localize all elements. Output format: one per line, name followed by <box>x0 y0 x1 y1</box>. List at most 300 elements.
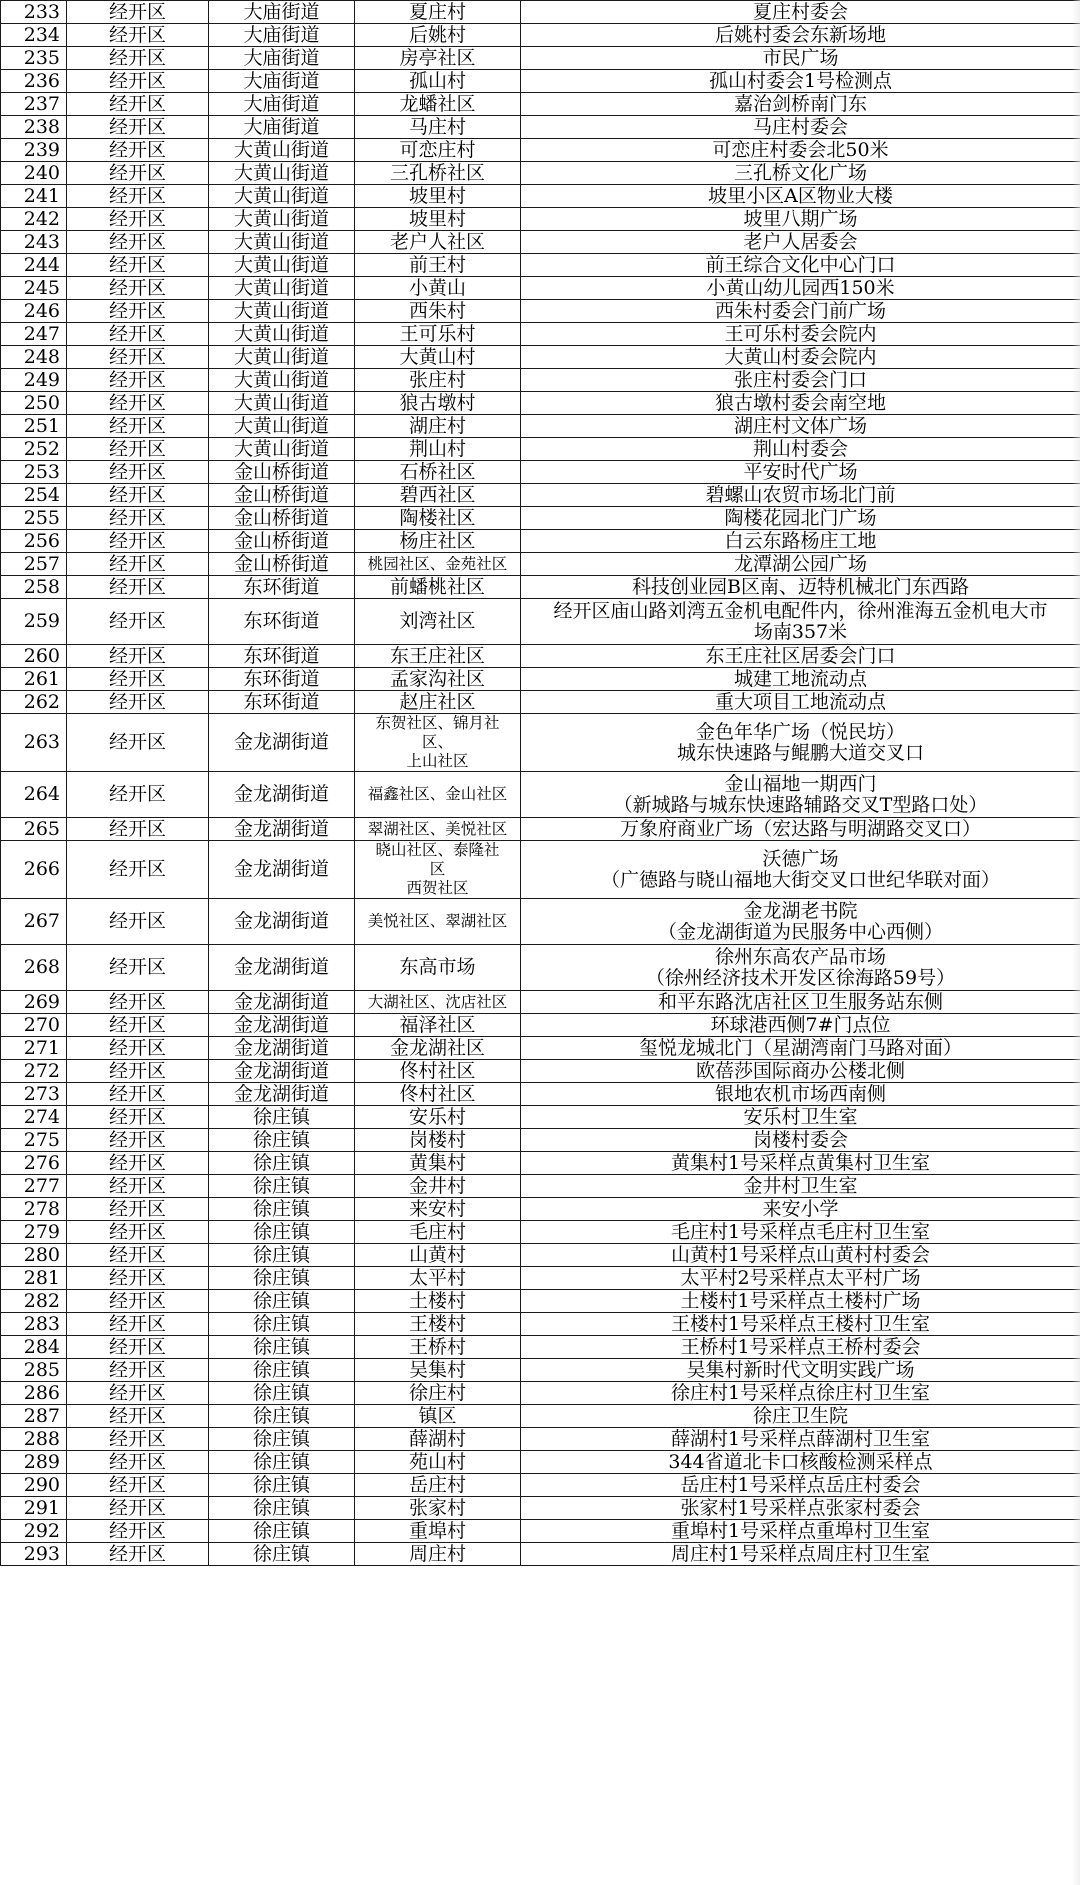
street-cell[interactable]: 徐庄镇 <box>209 1497 355 1520</box>
row-number-cell[interactable]: 268 <box>1 945 67 991</box>
district-cell[interactable]: 经开区 <box>67 1037 209 1060</box>
village-cell[interactable]: 老户人社区 <box>355 231 521 254</box>
row-number-cell[interactable]: 289 <box>1 1451 67 1474</box>
village-cell[interactable]: 陶楼社区 <box>355 507 521 530</box>
sampling-location-cell[interactable]: 王楼村1号采样点王楼村卫生室 <box>521 1313 1080 1336</box>
district-cell[interactable]: 经开区 <box>67 24 209 47</box>
sampling-location-cell[interactable]: 马庄村委会 <box>521 116 1080 139</box>
village-cell[interactable]: 房亭社区 <box>355 47 521 70</box>
sampling-location-cell[interactable]: 三孔桥文化广场 <box>521 162 1080 185</box>
district-cell[interactable]: 经开区 <box>67 392 209 415</box>
village-cell[interactable]: 毛庄村 <box>355 1221 521 1244</box>
row-number-cell[interactable]: 276 <box>1 1152 67 1175</box>
row-number-cell[interactable]: 254 <box>1 484 67 507</box>
street-cell[interactable]: 金山桥街道 <box>209 530 355 553</box>
village-cell[interactable]: 苑山村 <box>355 1451 521 1474</box>
row-number-cell[interactable]: 277 <box>1 1175 67 1198</box>
district-cell[interactable]: 经开区 <box>67 139 209 162</box>
village-cell[interactable]: 金龙湖社区 <box>355 1037 521 1060</box>
sampling-location-cell[interactable]: 张家村1号采样点张家村委会 <box>521 1497 1080 1520</box>
village-cell[interactable]: 碧西社区 <box>355 484 521 507</box>
row-number-cell[interactable]: 258 <box>1 576 67 599</box>
row-number-cell[interactable]: 234 <box>1 24 67 47</box>
street-cell[interactable]: 大庙街道 <box>209 47 355 70</box>
row-number-cell[interactable]: 282 <box>1 1290 67 1313</box>
row-number-cell[interactable]: 265 <box>1 818 67 841</box>
row-number-cell[interactable]: 239 <box>1 139 67 162</box>
sampling-location-cell[interactable]: 金井村卫生室 <box>521 1175 1080 1198</box>
district-cell[interactable]: 经开区 <box>67 1 209 24</box>
street-cell[interactable]: 金龙湖街道 <box>209 714 355 772</box>
sampling-location-cell[interactable]: 徐州东高农产品市场 （徐州经济技术开发区徐海路59号） <box>521 945 1080 991</box>
row-number-cell[interactable]: 233 <box>1 1 67 24</box>
street-cell[interactable]: 徐庄镇 <box>209 1451 355 1474</box>
row-number-cell[interactable]: 264 <box>1 772 67 818</box>
village-cell[interactable]: 薛湖村 <box>355 1428 521 1451</box>
sampling-location-cell[interactable]: 荆山村委会 <box>521 438 1080 461</box>
district-cell[interactable]: 经开区 <box>67 1359 209 1382</box>
sampling-location-cell[interactable]: 碧螺山农贸市场北门前 <box>521 484 1080 507</box>
row-number-cell[interactable]: 290 <box>1 1474 67 1497</box>
village-cell[interactable]: 小黄山 <box>355 277 521 300</box>
street-cell[interactable]: 金龙湖街道 <box>209 1014 355 1037</box>
district-cell[interactable]: 经开区 <box>67 1474 209 1497</box>
street-cell[interactable]: 大黄山街道 <box>209 415 355 438</box>
district-cell[interactable]: 经开区 <box>67 300 209 323</box>
village-cell[interactable]: 岳庄村 <box>355 1474 521 1497</box>
sampling-location-cell[interactable]: 周庄村1号采样点周庄村卫生室 <box>521 1543 1080 1566</box>
row-number-cell[interactable]: 235 <box>1 47 67 70</box>
street-cell[interactable]: 东环街道 <box>209 668 355 691</box>
street-cell[interactable]: 东环街道 <box>209 645 355 668</box>
row-number-cell[interactable]: 284 <box>1 1336 67 1359</box>
sampling-location-cell[interactable]: 重大项目工地流动点 <box>521 691 1080 714</box>
street-cell[interactable]: 徐庄镇 <box>209 1543 355 1566</box>
district-cell[interactable]: 经开区 <box>67 1014 209 1037</box>
sampling-location-cell[interactable]: 湖庄村文体广场 <box>521 415 1080 438</box>
village-cell[interactable]: 坡里村 <box>355 208 521 231</box>
sampling-location-cell[interactable]: 前王综合文化中心门口 <box>521 254 1080 277</box>
sampling-location-cell[interactable]: 大黄山村委会院内 <box>521 346 1080 369</box>
sampling-location-cell[interactable]: 万象府商业广场（宏达路与明湖路交叉口） <box>521 818 1080 841</box>
sampling-location-cell[interactable]: 薛湖村1号采样点薛湖村卫生室 <box>521 1428 1080 1451</box>
street-cell[interactable]: 徐庄镇 <box>209 1129 355 1152</box>
sampling-location-cell[interactable]: 安乐村卫生室 <box>521 1106 1080 1129</box>
village-cell[interactable]: 桃园社区、金苑社区 <box>355 553 521 576</box>
district-cell[interactable]: 经开区 <box>67 1221 209 1244</box>
village-cell[interactable]: 东王庄社区 <box>355 645 521 668</box>
street-cell[interactable]: 大庙街道 <box>209 93 355 116</box>
sampling-location-cell[interactable]: 坡里八期广场 <box>521 208 1080 231</box>
sampling-location-cell[interactable]: 玺悦龙城北门（星湖湾南门马路对面） <box>521 1037 1080 1060</box>
village-cell[interactable]: 佟村社区 <box>355 1060 521 1083</box>
sampling-location-cell[interactable]: 来安小学 <box>521 1198 1080 1221</box>
village-cell[interactable]: 晓山社区、泰隆社 区 西贺社区 <box>355 841 521 899</box>
street-cell[interactable]: 大黄山街道 <box>209 346 355 369</box>
row-number-cell[interactable]: 270 <box>1 1014 67 1037</box>
row-number-cell[interactable]: 236 <box>1 70 67 93</box>
district-cell[interactable]: 经开区 <box>67 415 209 438</box>
row-number-cell[interactable]: 271 <box>1 1037 67 1060</box>
sampling-location-cell[interactable]: 市民广场 <box>521 47 1080 70</box>
row-number-cell[interactable]: 288 <box>1 1428 67 1451</box>
village-cell[interactable]: 吴集村 <box>355 1359 521 1382</box>
street-cell[interactable]: 徐庄镇 <box>209 1382 355 1405</box>
street-cell[interactable]: 金山桥街道 <box>209 461 355 484</box>
sampling-location-cell[interactable]: 毛庄村1号采样点毛庄村卫生室 <box>521 1221 1080 1244</box>
village-cell[interactable]: 岗楼村 <box>355 1129 521 1152</box>
row-number-cell[interactable]: 240 <box>1 162 67 185</box>
village-cell[interactable]: 湖庄村 <box>355 415 521 438</box>
district-cell[interactable]: 经开区 <box>67 668 209 691</box>
street-cell[interactable]: 徐庄镇 <box>209 1520 355 1543</box>
sampling-location-cell[interactable]: 土楼村1号采样点土楼村广场 <box>521 1290 1080 1313</box>
district-cell[interactable]: 经开区 <box>67 185 209 208</box>
district-cell[interactable]: 经开区 <box>67 599 209 645</box>
street-cell[interactable]: 大庙街道 <box>209 24 355 47</box>
sampling-location-cell[interactable]: 银地农机市场西南侧 <box>521 1083 1080 1106</box>
street-cell[interactable]: 大黄山街道 <box>209 300 355 323</box>
district-cell[interactable]: 经开区 <box>67 1543 209 1566</box>
village-cell[interactable]: 张庄村 <box>355 369 521 392</box>
district-cell[interactable]: 经开区 <box>67 323 209 346</box>
row-number-cell[interactable]: 245 <box>1 277 67 300</box>
district-cell[interactable]: 经开区 <box>67 116 209 139</box>
sampling-location-cell[interactable]: 吴集村新时代文明实践广场 <box>521 1359 1080 1382</box>
district-cell[interactable]: 经开区 <box>67 1175 209 1198</box>
village-cell[interactable]: 周庄村 <box>355 1543 521 1566</box>
sampling-location-cell[interactable]: 陶楼花园北门广场 <box>521 507 1080 530</box>
sampling-location-cell[interactable]: 后姚村委会东新场地 <box>521 24 1080 47</box>
district-cell[interactable]: 经开区 <box>67 714 209 772</box>
district-cell[interactable]: 经开区 <box>67 1382 209 1405</box>
village-cell[interactable]: 徐庄村 <box>355 1382 521 1405</box>
row-number-cell[interactable]: 279 <box>1 1221 67 1244</box>
district-cell[interactable]: 经开区 <box>67 1152 209 1175</box>
village-cell[interactable]: 前王村 <box>355 254 521 277</box>
street-cell[interactable]: 大黄山街道 <box>209 277 355 300</box>
sampling-location-cell[interactable]: 张庄村委会门口 <box>521 369 1080 392</box>
district-cell[interactable]: 经开区 <box>67 1198 209 1221</box>
village-cell[interactable]: 安乐村 <box>355 1106 521 1129</box>
row-number-cell[interactable]: 256 <box>1 530 67 553</box>
district-cell[interactable]: 经开区 <box>67 991 209 1014</box>
sampling-location-cell[interactable]: 重埠村1号采样点重埠村卫生室 <box>521 1520 1080 1543</box>
street-cell[interactable]: 金龙湖街道 <box>209 818 355 841</box>
street-cell[interactable]: 大黄山街道 <box>209 369 355 392</box>
sampling-location-cell[interactable]: 东王庄社区居委会门口 <box>521 645 1080 668</box>
row-number-cell[interactable]: 263 <box>1 714 67 772</box>
row-number-cell[interactable]: 261 <box>1 668 67 691</box>
row-number-cell[interactable]: 269 <box>1 991 67 1014</box>
district-cell[interactable]: 经开区 <box>67 346 209 369</box>
street-cell[interactable]: 金龙湖街道 <box>209 899 355 945</box>
village-cell[interactable]: 佟村社区 <box>355 1083 521 1106</box>
sampling-location-cell[interactable]: 金色年华广场（悦民坊） 城东快速路与鲲鹏大道交叉口 <box>521 714 1080 772</box>
street-cell[interactable]: 金龙湖街道 <box>209 1060 355 1083</box>
street-cell[interactable]: 大黄山街道 <box>209 323 355 346</box>
row-number-cell[interactable]: 260 <box>1 645 67 668</box>
sampling-location-cell[interactable]: 岗楼村委会 <box>521 1129 1080 1152</box>
row-number-cell[interactable]: 246 <box>1 300 67 323</box>
street-cell[interactable]: 大黄山街道 <box>209 438 355 461</box>
district-cell[interactable]: 经开区 <box>67 841 209 899</box>
district-cell[interactable]: 经开区 <box>67 1106 209 1129</box>
sampling-location-cell[interactable]: 夏庄村委会 <box>521 1 1080 24</box>
row-number-cell[interactable]: 281 <box>1 1267 67 1290</box>
row-number-cell[interactable]: 267 <box>1 899 67 945</box>
street-cell[interactable]: 徐庄镇 <box>209 1244 355 1267</box>
sampling-location-cell[interactable]: 金山福地一期西门 （新城路与城东快速路辅路交叉T型路口处） <box>521 772 1080 818</box>
district-cell[interactable]: 经开区 <box>67 47 209 70</box>
street-cell[interactable]: 金龙湖街道 <box>209 1083 355 1106</box>
sampling-location-cell[interactable]: 经开区庙山路刘湾五金机电配件内，徐州淮海五金机电大市 场南357米 <box>521 599 1080 645</box>
district-cell[interactable]: 经开区 <box>67 576 209 599</box>
street-cell[interactable]: 大黄山街道 <box>209 231 355 254</box>
row-number-cell[interactable]: 259 <box>1 599 67 645</box>
row-number-cell[interactable]: 275 <box>1 1129 67 1152</box>
village-cell[interactable]: 王楼村 <box>355 1313 521 1336</box>
district-cell[interactable]: 经开区 <box>67 1290 209 1313</box>
sampling-location-cell[interactable]: 龙潭湖公园广场 <box>521 553 1080 576</box>
street-cell[interactable]: 东环街道 <box>209 599 355 645</box>
sampling-location-cell[interactable]: 王可乐村委会院内 <box>521 323 1080 346</box>
village-cell[interactable]: 张家村 <box>355 1497 521 1520</box>
row-number-cell[interactable]: 238 <box>1 116 67 139</box>
district-cell[interactable]: 经开区 <box>67 93 209 116</box>
village-cell[interactable]: 孤山村 <box>355 70 521 93</box>
row-number-cell[interactable]: 241 <box>1 185 67 208</box>
village-cell[interactable]: 狼古墩村 <box>355 392 521 415</box>
street-cell[interactable]: 徐庄镇 <box>209 1359 355 1382</box>
district-cell[interactable]: 经开区 <box>67 1129 209 1152</box>
street-cell[interactable]: 东环街道 <box>209 691 355 714</box>
village-cell[interactable]: 龙蟠社区 <box>355 93 521 116</box>
village-cell[interactable]: 孟家沟社区 <box>355 668 521 691</box>
row-number-cell[interactable]: 252 <box>1 438 67 461</box>
row-number-cell[interactable]: 273 <box>1 1083 67 1106</box>
street-cell[interactable]: 徐庄镇 <box>209 1313 355 1336</box>
sampling-location-cell[interactable]: 狼古墩村委会南空地 <box>521 392 1080 415</box>
sampling-location-cell[interactable]: 徐庄卫生院 <box>521 1405 1080 1428</box>
row-number-cell[interactable]: 247 <box>1 323 67 346</box>
street-cell[interactable]: 大黄山街道 <box>209 254 355 277</box>
district-cell[interactable]: 经开区 <box>67 438 209 461</box>
sampling-location-cell[interactable]: 科技创业园B区南、迈特机械北门东西路 <box>521 576 1080 599</box>
row-number-cell[interactable]: 272 <box>1 1060 67 1083</box>
street-cell[interactable]: 金山桥街道 <box>209 484 355 507</box>
village-cell[interactable]: 土楼村 <box>355 1290 521 1313</box>
sampling-location-cell[interactable]: 太平村2号采样点太平村广场 <box>521 1267 1080 1290</box>
district-cell[interactable]: 经开区 <box>67 691 209 714</box>
row-number-cell[interactable]: 243 <box>1 231 67 254</box>
street-cell[interactable]: 金龙湖街道 <box>209 991 355 1014</box>
district-cell[interactable]: 经开区 <box>67 507 209 530</box>
sampling-location-cell[interactable]: 山黄村1号采样点山黄村村委会 <box>521 1244 1080 1267</box>
street-cell[interactable]: 东环街道 <box>209 576 355 599</box>
village-cell[interactable]: 大湖社区、沈店社区 <box>355 991 521 1014</box>
street-cell[interactable]: 大庙街道 <box>209 116 355 139</box>
street-cell[interactable]: 金山桥街道 <box>209 553 355 576</box>
row-number-cell[interactable]: 266 <box>1 841 67 899</box>
row-number-cell[interactable]: 278 <box>1 1198 67 1221</box>
village-cell[interactable]: 太平村 <box>355 1267 521 1290</box>
row-number-cell[interactable]: 237 <box>1 93 67 116</box>
sampling-location-cell[interactable]: 老户人居委会 <box>521 231 1080 254</box>
sampling-location-cell[interactable]: 平安时代广场 <box>521 461 1080 484</box>
street-cell[interactable]: 大庙街道 <box>209 1 355 24</box>
street-cell[interactable]: 金山桥街道 <box>209 507 355 530</box>
village-cell[interactable]: 黄集村 <box>355 1152 521 1175</box>
sampling-location-cell[interactable]: 和平东路沈店社区卫生服务站东侧 <box>521 991 1080 1014</box>
district-cell[interactable]: 经开区 <box>67 818 209 841</box>
district-cell[interactable]: 经开区 <box>67 254 209 277</box>
sampling-location-cell[interactable]: 岳庄村1号采样点岳庄村委会 <box>521 1474 1080 1497</box>
street-cell[interactable]: 大黄山街道 <box>209 139 355 162</box>
row-number-cell[interactable]: 293 <box>1 1543 67 1566</box>
street-cell[interactable]: 徐庄镇 <box>209 1474 355 1497</box>
row-number-cell[interactable]: 251 <box>1 415 67 438</box>
street-cell[interactable]: 金龙湖街道 <box>209 841 355 899</box>
street-cell[interactable]: 徐庄镇 <box>209 1198 355 1221</box>
street-cell[interactable]: 大黄山街道 <box>209 162 355 185</box>
village-cell[interactable]: 美悦社区、翠湖社区 <box>355 899 521 945</box>
district-cell[interactable]: 经开区 <box>67 484 209 507</box>
row-number-cell[interactable]: 242 <box>1 208 67 231</box>
village-cell[interactable]: 金井村 <box>355 1175 521 1198</box>
street-cell[interactable]: 徐庄镇 <box>209 1405 355 1428</box>
village-cell[interactable]: 山黄村 <box>355 1244 521 1267</box>
row-number-cell[interactable]: 291 <box>1 1497 67 1520</box>
district-cell[interactable]: 经开区 <box>67 1497 209 1520</box>
district-cell[interactable]: 经开区 <box>67 1520 209 1543</box>
row-number-cell[interactable]: 257 <box>1 553 67 576</box>
district-cell[interactable]: 经开区 <box>67 1336 209 1359</box>
village-cell[interactable]: 前蟠桃社区 <box>355 576 521 599</box>
village-cell[interactable]: 坡里村 <box>355 185 521 208</box>
street-cell[interactable]: 徐庄镇 <box>209 1336 355 1359</box>
street-cell[interactable]: 徐庄镇 <box>209 1290 355 1313</box>
district-cell[interactable]: 经开区 <box>67 1313 209 1336</box>
village-cell[interactable]: 三孔桥社区 <box>355 162 521 185</box>
street-cell[interactable]: 大庙街道 <box>209 70 355 93</box>
village-cell[interactable]: 荆山村 <box>355 438 521 461</box>
district-cell[interactable]: 经开区 <box>67 208 209 231</box>
sampling-location-cell[interactable]: 环球港西侧7#门点位 <box>521 1014 1080 1037</box>
village-cell[interactable]: 刘湾社区 <box>355 599 521 645</box>
village-cell[interactable]: 镇区 <box>355 1405 521 1428</box>
district-cell[interactable]: 经开区 <box>67 70 209 93</box>
village-cell[interactable]: 翠湖社区、美悦社区 <box>355 818 521 841</box>
district-cell[interactable]: 经开区 <box>67 530 209 553</box>
village-cell[interactable]: 福鑫社区、金山社区 <box>355 772 521 818</box>
sampling-location-cell[interactable]: 白云东路杨庄工地 <box>521 530 1080 553</box>
sampling-location-cell[interactable]: 344省道北卡口核酸检测采样点 <box>521 1451 1080 1474</box>
street-cell[interactable]: 徐庄镇 <box>209 1106 355 1129</box>
district-cell[interactable]: 经开区 <box>67 1451 209 1474</box>
village-cell[interactable]: 西朱村 <box>355 300 521 323</box>
district-cell[interactable]: 经开区 <box>67 277 209 300</box>
sampling-location-cell[interactable]: 徐庄村1号采样点徐庄村卫生室 <box>521 1382 1080 1405</box>
sampling-location-cell[interactable]: 小黄山幼儿园西150米 <box>521 277 1080 300</box>
sampling-location-cell[interactable]: 孤山村委会1号检测点 <box>521 70 1080 93</box>
village-cell[interactable]: 大黄山村 <box>355 346 521 369</box>
village-cell[interactable]: 赵庄社区 <box>355 691 521 714</box>
village-cell[interactable]: 石桥社区 <box>355 461 521 484</box>
row-number-cell[interactable]: 274 <box>1 1106 67 1129</box>
district-cell[interactable]: 经开区 <box>67 899 209 945</box>
street-cell[interactable]: 金龙湖街道 <box>209 945 355 991</box>
street-cell[interactable]: 徐庄镇 <box>209 1152 355 1175</box>
street-cell[interactable]: 大黄山街道 <box>209 208 355 231</box>
district-cell[interactable]: 经开区 <box>67 1267 209 1290</box>
district-cell[interactable]: 经开区 <box>67 1244 209 1267</box>
village-cell[interactable]: 重埠村 <box>355 1520 521 1543</box>
street-cell[interactable]: 徐庄镇 <box>209 1175 355 1198</box>
district-cell[interactable]: 经开区 <box>67 772 209 818</box>
sampling-location-cell[interactable]: 黄集村1号采样点黄集村卫生室 <box>521 1152 1080 1175</box>
row-number-cell[interactable]: 248 <box>1 346 67 369</box>
district-cell[interactable]: 经开区 <box>67 461 209 484</box>
sampling-location-cell[interactable]: 西朱村委会门前广场 <box>521 300 1080 323</box>
village-cell[interactable]: 杨庄社区 <box>355 530 521 553</box>
sampling-location-cell[interactable]: 沃德广场 （广德路与晓山福地大街交叉口世纪华联对面） <box>521 841 1080 899</box>
district-cell[interactable]: 经开区 <box>67 162 209 185</box>
row-number-cell[interactable]: 280 <box>1 1244 67 1267</box>
street-cell[interactable]: 金龙湖街道 <box>209 772 355 818</box>
village-cell[interactable]: 后姚村 <box>355 24 521 47</box>
district-cell[interactable]: 经开区 <box>67 369 209 392</box>
village-cell[interactable]: 马庄村 <box>355 116 521 139</box>
district-cell[interactable]: 经开区 <box>67 1428 209 1451</box>
village-cell[interactable]: 夏庄村 <box>355 1 521 24</box>
district-cell[interactable]: 经开区 <box>67 1405 209 1428</box>
street-cell[interactable]: 大黄山街道 <box>209 392 355 415</box>
street-cell[interactable]: 大黄山街道 <box>209 185 355 208</box>
district-cell[interactable]: 经开区 <box>67 1060 209 1083</box>
row-number-cell[interactable]: 287 <box>1 1405 67 1428</box>
row-number-cell[interactable]: 250 <box>1 392 67 415</box>
row-number-cell[interactable]: 283 <box>1 1313 67 1336</box>
row-number-cell[interactable]: 255 <box>1 507 67 530</box>
village-cell[interactable]: 来安村 <box>355 1198 521 1221</box>
sampling-location-cell[interactable]: 城建工地流动点 <box>521 668 1080 691</box>
street-cell[interactable]: 徐庄镇 <box>209 1428 355 1451</box>
district-cell[interactable]: 经开区 <box>67 945 209 991</box>
sampling-location-cell[interactable]: 可恋庄村委会北50米 <box>521 139 1080 162</box>
row-number-cell[interactable]: 285 <box>1 1359 67 1382</box>
row-number-cell[interactable]: 262 <box>1 691 67 714</box>
village-cell[interactable]: 福泽社区 <box>355 1014 521 1037</box>
row-number-cell[interactable]: 253 <box>1 461 67 484</box>
village-cell[interactable]: 王可乐村 <box>355 323 521 346</box>
sampling-location-cell[interactable]: 王桥村1号采样点王桥村委会 <box>521 1336 1080 1359</box>
street-cell[interactable]: 徐庄镇 <box>209 1221 355 1244</box>
district-cell[interactable]: 经开区 <box>67 553 209 576</box>
row-number-cell[interactable]: 286 <box>1 1382 67 1405</box>
village-cell[interactable]: 王桥村 <box>355 1336 521 1359</box>
sampling-location-cell[interactable]: 坡里小区A区物业大楼 <box>521 185 1080 208</box>
district-cell[interactable]: 经开区 <box>67 1083 209 1106</box>
row-number-cell[interactable]: 249 <box>1 369 67 392</box>
sampling-location-cell[interactable]: 金龙湖老书院 （金龙湖街道为民服务中心西侧） <box>521 899 1080 945</box>
village-cell[interactable]: 可恋庄村 <box>355 139 521 162</box>
street-cell[interactable]: 徐庄镇 <box>209 1267 355 1290</box>
street-cell[interactable]: 金龙湖街道 <box>209 1037 355 1060</box>
sampling-location-cell[interactable]: 欧蓓莎国际商办公楼北侧 <box>521 1060 1080 1083</box>
village-cell[interactable]: 东高市场 <box>355 945 521 991</box>
district-cell[interactable]: 经开区 <box>67 645 209 668</box>
